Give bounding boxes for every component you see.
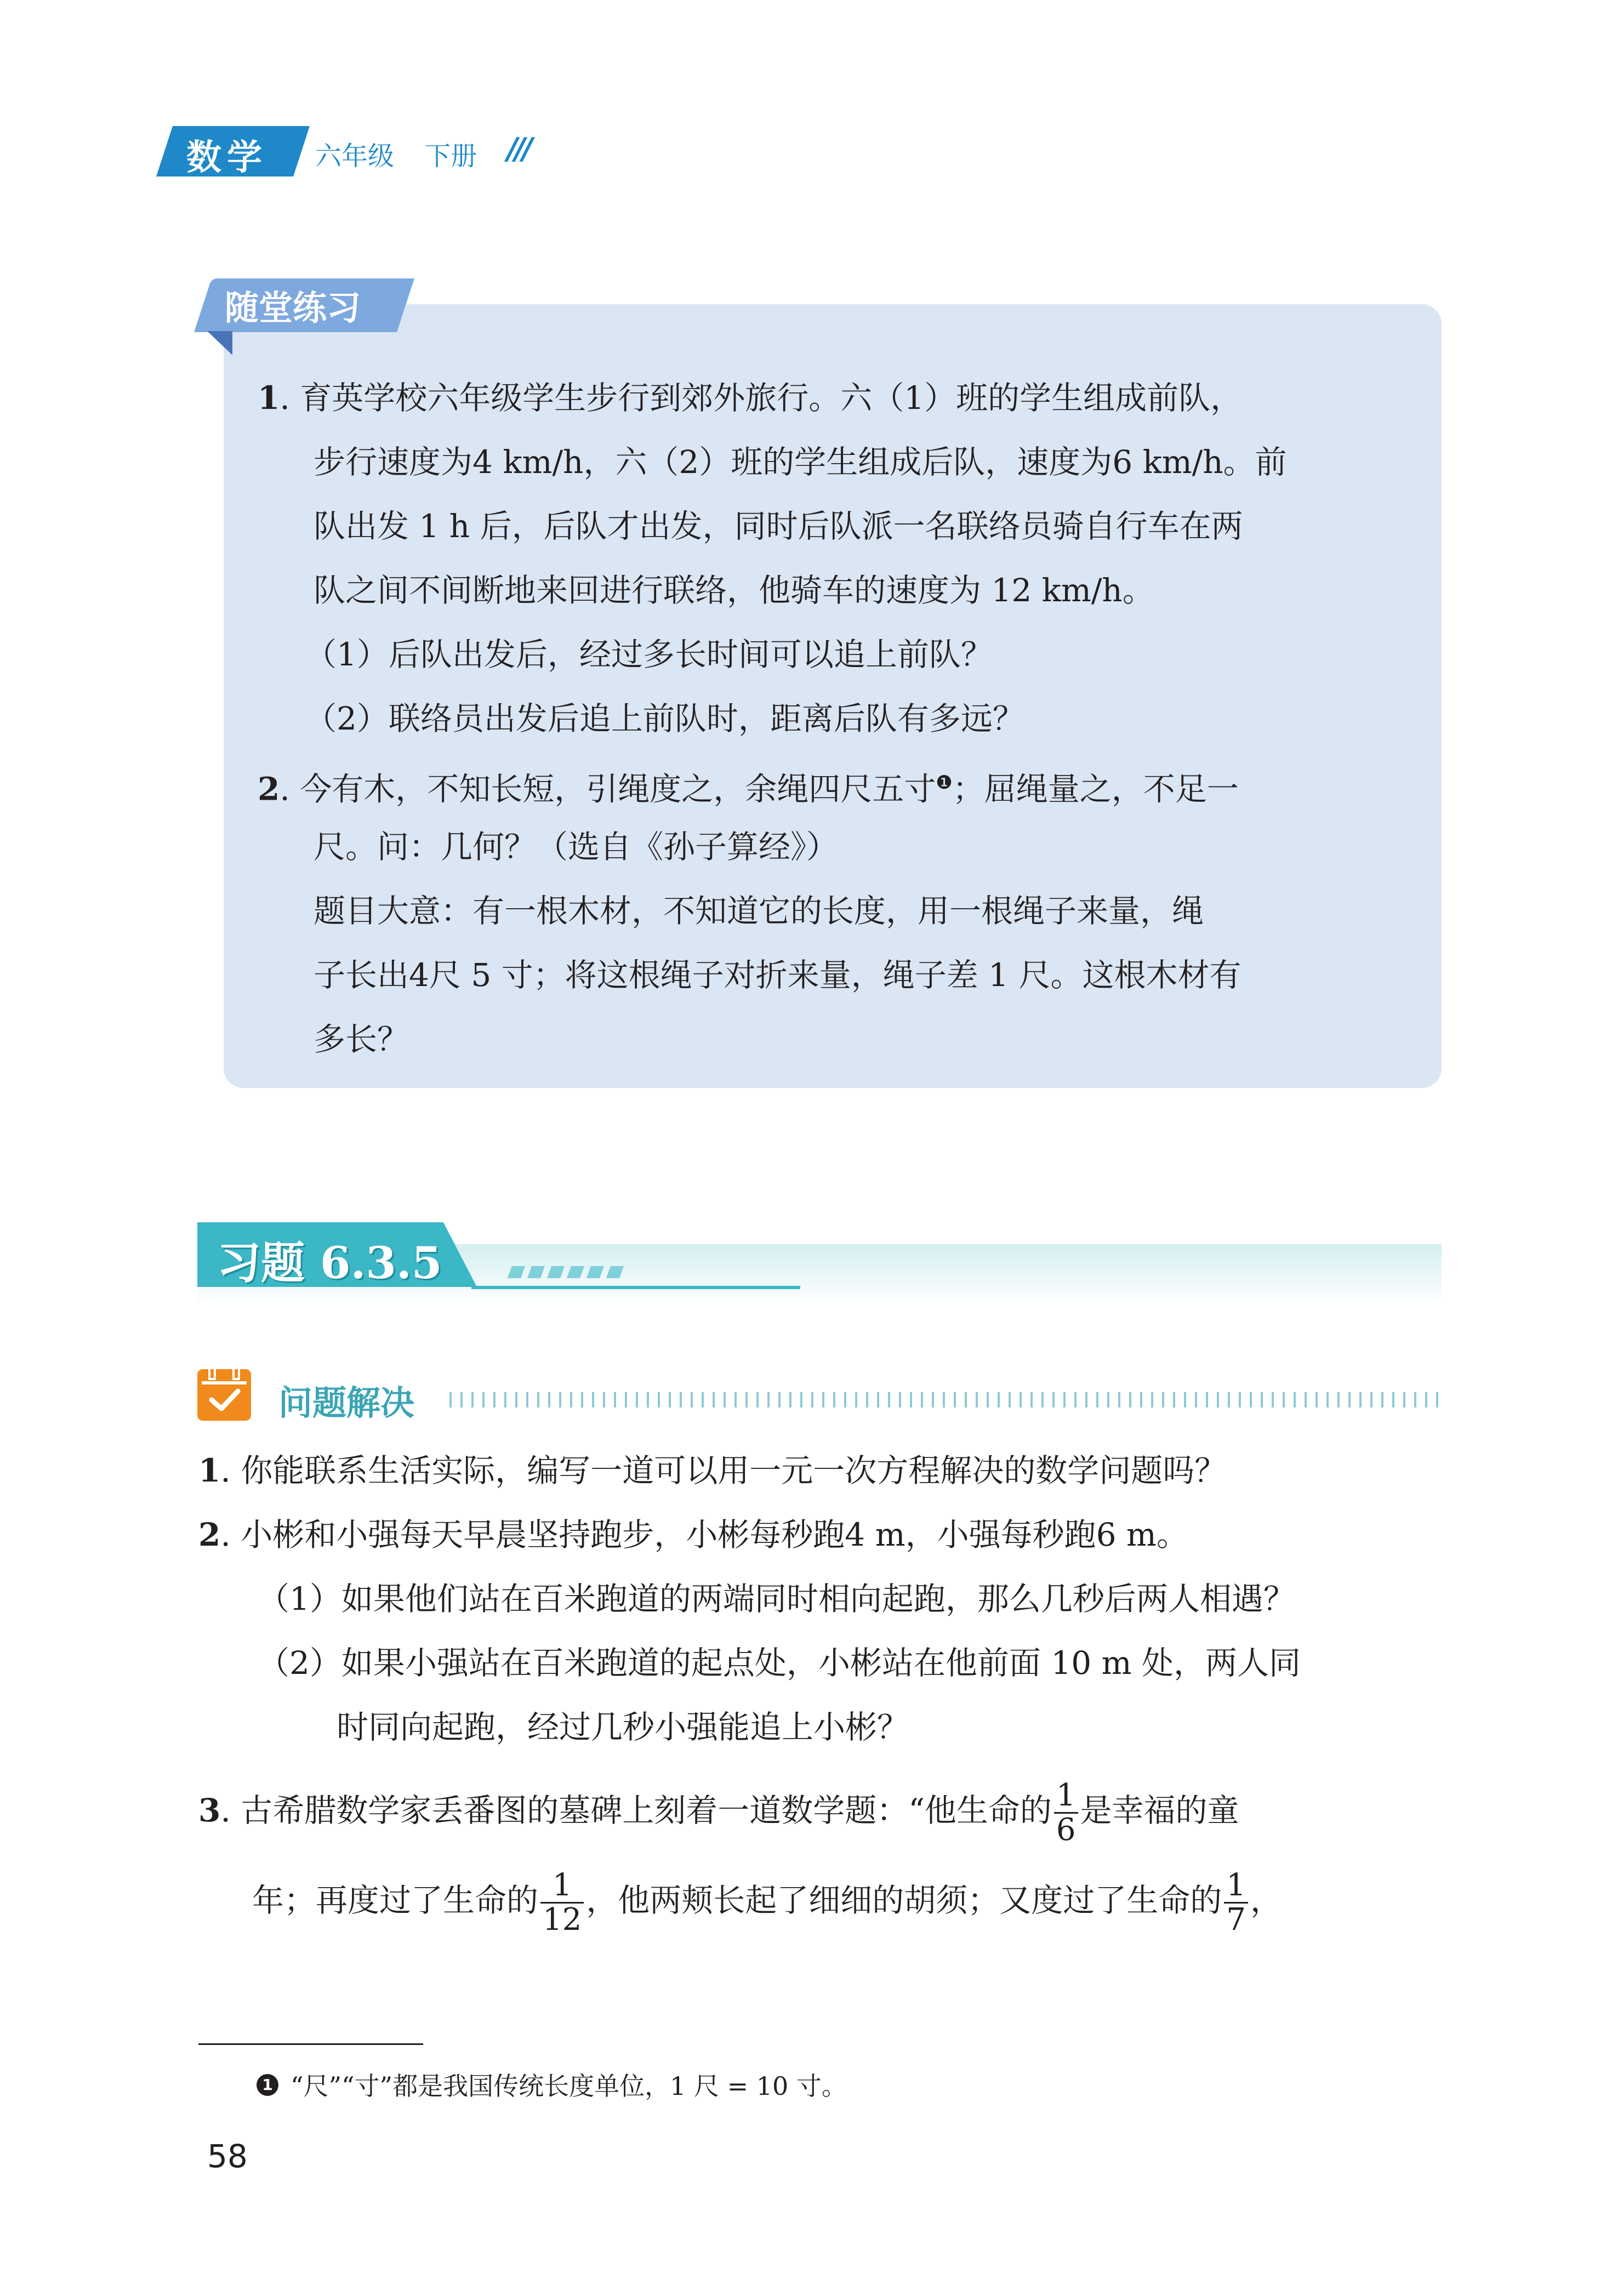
problem-item-1: 1. 你能联系生活实际，编写一道可以用一元一次方程解决的数学问题吗？ <box>198 1452 1227 1489</box>
problem-item-2-subs <box>258 1567 1301 1695</box>
practice-item-1: 1. 育英学校六年级学生步行到郊外旅行。六（1）班的学生组成前队， <box>258 379 1243 417</box>
fraction-one-twelfth: $\frac{1}{12}$ <box>540 1869 584 1936</box>
problem-item-text: 你能联系生活实际，编写一道可以用一元一次方程解决的数学问题吗？ <box>241 1452 1227 1489</box>
footnote-marker: 1 <box>257 2074 278 2096</box>
header-slashes: /// <box>507 132 530 166</box>
practice-item-line: 步行速度为4 km/h，六（2）班的学生组成后队，速度为6 km/h。前 <box>314 443 1287 481</box>
header-subject: 数学 <box>186 138 267 178</box>
calendar-check-icon <box>197 1369 251 1421</box>
practice-sub-question: （1）后队出发后，经过多长时间可以追上前队？ <box>305 636 993 673</box>
header-grade: 六年级 <box>315 141 395 172</box>
problem-solving-title: 问题解决 <box>278 1383 415 1423</box>
problem-item-number: 1 <box>198 1452 221 1489</box>
footnote-ref: ❶ <box>936 772 953 794</box>
practice-item-line: 尺。问：几何？（选自《孙子算经》） <box>314 828 839 865</box>
practice-item-line: 育英学校六年级学生步行到郊外旅行。六（1）班的学生组成前队， <box>300 379 1243 417</box>
footnote-rule <box>198 2043 423 2045</box>
exercise-banner-line <box>471 1286 800 1289</box>
problem-item-3-cont <box>252 1859 1282 1941</box>
practice-item-line: 今有木，不知长短，引绳度之，余绳四尺五寸 <box>300 770 936 808</box>
problem-item-text: 古希腊数学家丢番图的墓碑上刻着一道数学题：“他生命的 <box>241 1792 1052 1829</box>
practice-item-2-cont <box>314 815 1241 1072</box>
problem-item-text: 是幸福的童 <box>1080 1792 1239 1829</box>
problem-item-text: ， <box>1250 1882 1282 1919</box>
practice-item-line: 队之间不间断地来回进行联络，他骑车的速度为 12 km/h。 <box>314 572 1154 609</box>
problem-item-number: 2 <box>198 1516 221 1553</box>
problem-sub-question: （1）如果他们站在百米跑道的两端同时相向起跑，那么几秒后两人相遇？ <box>258 1580 1295 1617</box>
practice-translation-line: 题目大意：有一根木材，不知道它的长度，用一根绳子来量，绳 <box>314 892 1204 930</box>
practice-item-line: ；屈绳量之，不足一 <box>952 770 1239 808</box>
header-volume: 下册 <box>424 141 477 172</box>
problem-solving-dotted-rule <box>449 1392 1442 1408</box>
problem-item-3: 3. 古希腊数学家丢番图的墓碑上刻着一道数学题：“他生命的 $\frac{1}{6}$ 是幸福的童 <box>198 1777 1239 1848</box>
practice-sub-question: （2）联络员出发后追上前队时，距离后队有多远？ <box>305 700 1024 737</box>
problem-sub-question: 时同向起跑，经过几秒小强能追上小彬？ <box>337 1708 909 1746</box>
practice-item-number: 1 <box>258 379 280 417</box>
practice-translation-line: 多长？ <box>314 1021 409 1058</box>
fraction-one-seventh: $\frac{1}{7}$ <box>1224 1869 1248 1936</box>
problem-item-2-sub-cont <box>337 1695 909 1759</box>
problem-item-2: 2. 小彬和小强每天早晨坚持跑步，小彬每秒跑4 m，小强每秒跑6 m。 <box>198 1516 1188 1553</box>
practice-item-1-subs <box>305 623 1024 751</box>
practice-item-1-cont <box>314 430 1287 623</box>
practice-translation-line: 子长出4尺 5 寸；将这根绳子对折来量，绳子差 1 尺。这根木材有 <box>314 956 1242 994</box>
problem-item-number: 3 <box>198 1792 221 1829</box>
practice-title: 随堂练习 <box>225 288 361 328</box>
exercise-title: 习题 6.3.5 <box>217 1237 442 1289</box>
problem-item-text: 年；再度过了生命的 <box>252 1882 539 1919</box>
problem-sub-question: （2）如果小强站在百米跑道的起点处，小彬站在他前面 10 m 处，两人同 <box>258 1644 1301 1682</box>
problem-item-text: 小彬和小强每天早晨坚持跑步，小彬每秒跑4 m，小强每秒跑6 m。 <box>241 1516 1188 1553</box>
practice-item-number: 2 <box>258 770 280 808</box>
header-grade-volume <box>315 135 477 173</box>
practice-tab-fold <box>207 331 232 355</box>
footnote-text: “尺”“寸”都是我国传统长度单位，1 尺 = 10 寸。 <box>291 2071 847 2101</box>
page-number: 58 <box>207 2138 248 2175</box>
fraction-one-sixth: $\frac{1}{6}$ <box>1054 1779 1078 1847</box>
practice-item-2: 2. 今有木，不知长短，引绳度之，余绳四尺五寸$^❶$；屈绳量之，不足一 <box>258 770 1239 808</box>
practice-item-line: 队出发 1 h 后，后队才出发，同时后队派一名联络员骑自行车在两 <box>314 508 1243 545</box>
problem-item-text: ，他两颊长起了细细的胡须；又度过了生命的 <box>586 1882 1222 1919</box>
